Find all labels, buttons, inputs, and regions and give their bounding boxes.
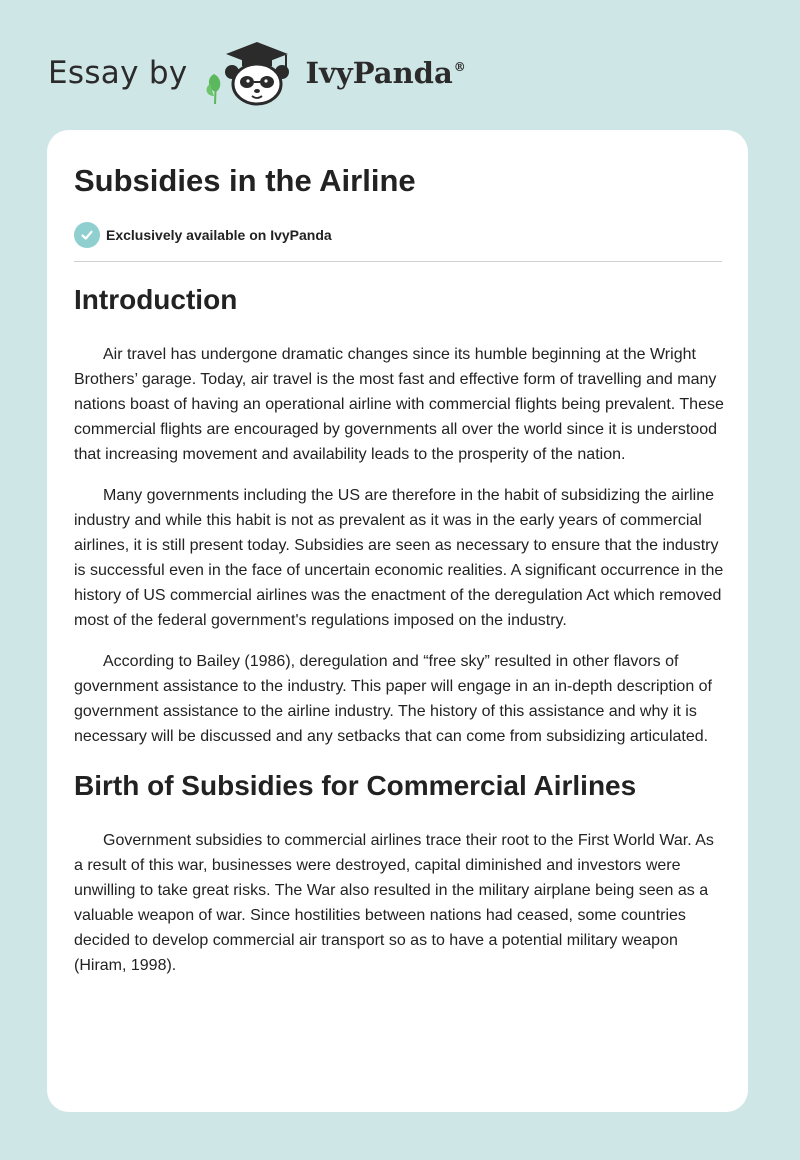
- brand-name: [306, 56, 466, 90]
- section-heading-introduction: Introduction: [74, 284, 238, 315]
- paragraph: Government subsidies to commercial airlines trace their root to the First World War. As a result of this war, businesses were destroyed, capital diminished and investors were unwilling to take great risks. The War also resulted in the military airplane being seen as a valuable weapon of war. Since hostilities between nations had ceased, some countries decided to develop commercial air transport so as to have a potential military weapon (Hiram, 1998).: [74, 832, 714, 974]
- title-divider: [74, 261, 722, 262]
- brand-header: [48, 38, 466, 108]
- paragraph: According to Bailey (1986), deregulation and “free sky” resulted in other flavors of government assistance to the industry. This paper will engage in an in-depth description of government assistance to the airline industry. The history of this assistance and why it is necessary will be discussed and any setbacks that can come from subsidizing articulated.: [74, 653, 712, 745]
- paragraph: Many governments including the US are therefore in the habit of subsidizing the airline industry and while this habit is not as prevalent as it was in the early years of commercial airlines, it is still present today. Subsidies are seen as necessary to ensure that the industry is successful even in the face of uncertain economic realities. A significant occurrence in the history of US commercial airlines was the enactment of the deregulation Act which removed most of the federal government's regulations imposed on the industry.: [74, 487, 724, 629]
- trademark-symbol: ®: [453, 60, 466, 74]
- check-circle-icon: [74, 222, 100, 248]
- section-heading-birth-of-subsidies: Birth of Subsidies for Commercial Airlines: [74, 770, 637, 801]
- paragraph: Air travel has undergone dramatic changes since its humble beginning at the Wright Brothers’ garage. Today, air travel is the most fast and effective form of travelling and many nations boast of having an operational airline with commercial flights being prevalent. These commercial flights are encouraged by governments all over the world since it is understood that increasing movement and availability leads to the prosperity of the nation.: [74, 346, 724, 463]
- essay-content: [74, 282, 724, 978]
- panda-graduate-logo-icon: [202, 38, 302, 108]
- essay-card: [47, 130, 748, 1112]
- exclusive-badge: [74, 222, 332, 248]
- brand-name-text: IvyPanda: [305, 56, 453, 90]
- exclusive-badge-text: Exclusively available on IvyPanda: [106, 227, 332, 243]
- brand-prefix: Essay by: [48, 55, 188, 91]
- essay-title: Subsidies in the Airline: [74, 163, 416, 198]
